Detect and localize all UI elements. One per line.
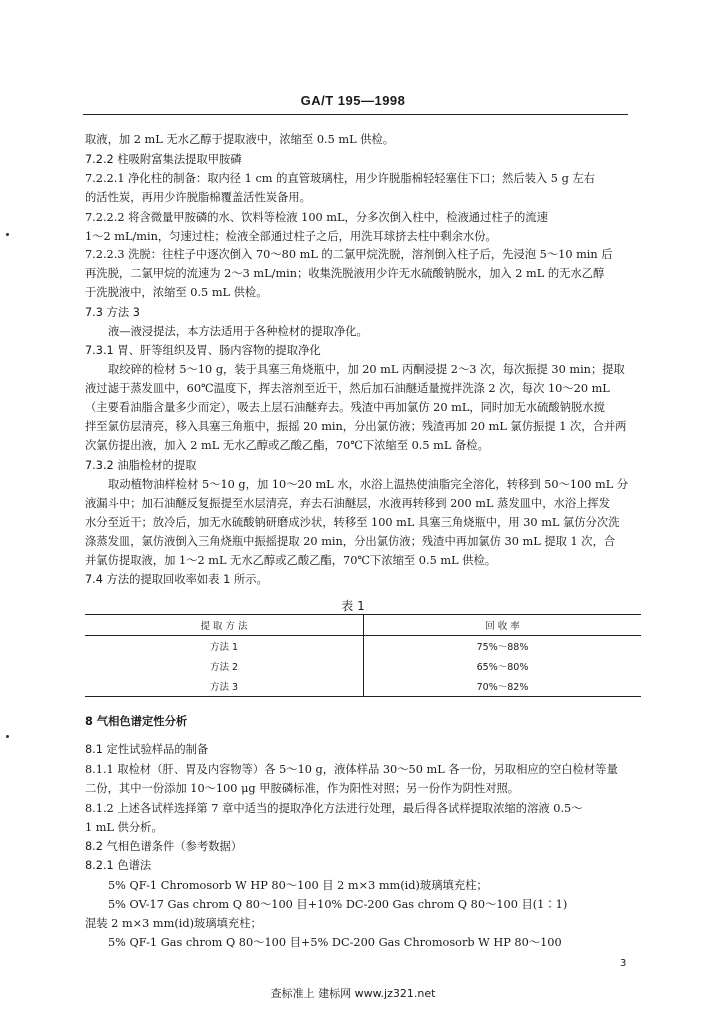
body-line: 8.1.1 取检材（肝、胃及内容物等）各 5～10 g，液体样品 30～50 mL 各一份，另取相应的空白检材等量 bbox=[85, 763, 618, 776]
body-line: 二份，其中一份添加 10～100 μg 甲胺磷标准，作为阳性对照；另一份作为阴性对照。 bbox=[85, 782, 520, 795]
column-header-method: 提 取 方 法 bbox=[85, 615, 364, 636]
table-row bbox=[85, 636, 641, 657]
body-line: 液过滤于蒸发皿中，60℃温度下，挥去溶剂至近干，然后加石油醚适量搅拌洗涤 2 次，每次 10～20 mL bbox=[85, 382, 610, 395]
body-line: 5% QF-1 Chromosorb W HP 80～100 目 2 m×3 mm(id)玻璃填充柱； bbox=[108, 879, 488, 892]
body-line: 取液，加 2 mL 无水乙醇于提取液中，浓缩至 0.5 mL 供检。 bbox=[85, 133, 395, 146]
table-cell-method: 方法 2 bbox=[85, 656, 364, 676]
section-heading-7-4: 7.4 方法的提取回收率如表 1 所示。 bbox=[85, 573, 268, 586]
body-line: 1 mL 供分析。 bbox=[85, 821, 163, 834]
body-line: 5% QF-1 Gas chrom Q 80～100 目+5% DC-200 Gas Chromosorb W HP 80～100 bbox=[108, 936, 562, 949]
body-line: 7.2.2.2 将含微量甲胺磷的水、饮料等检液 100 mL，分多次倒入柱中，检液通过柱子的流速 bbox=[85, 211, 548, 224]
body-line: 液漏斗中；加石油醚反复振提至水层清亮，弃去石油醚层，水液再转移到 200 mL 蒸发皿中，水浴上挥发 bbox=[85, 497, 611, 510]
body-line: 再洗脱，二氯甲烷的流速为 2～3 mL/min；收集洗脱液用少许无水硫酸钠脱水，加入 2 mL 的无水乙醇 bbox=[85, 267, 605, 280]
table-row bbox=[85, 676, 641, 697]
header-rule bbox=[83, 114, 628, 115]
body-line: 取绞碎的检材 5～10 g，装于具塞三角烧瓶中，加 20 mL 丙酮浸提 2～3 次，每次振提 30 min；提取 bbox=[108, 363, 625, 376]
standard-code-header: GA/T 195—1998 bbox=[300, 93, 406, 108]
body-line: 混装 2 m×3 mm(id)玻璃填充柱； bbox=[85, 917, 262, 930]
table-cell-recovery: 70%～82% bbox=[476, 682, 529, 693]
body-line: 的活性炭，再用少许脱脂棉覆盖活性炭备用。 bbox=[85, 191, 311, 204]
body-line: 次氯仿提出液，加入 2 mL 无水乙醇或乙酸乙酯，70℃下浓缩至 0.5 mL 备检。 bbox=[85, 439, 489, 452]
body-line: 1～2 mL/min，匀速过柱；检液全部通过柱子之后，用洗耳球挤去柱中剩余水份。 bbox=[85, 230, 497, 243]
table-header-row bbox=[85, 615, 641, 636]
chapter-heading-8 bbox=[85, 715, 645, 729]
body-line: 8.1.2 上述各试样选择第 7 章中适当的提取净化方法进行处理，最后得各试样提取浓缩的溶液 0.5～ bbox=[85, 802, 583, 815]
body-line: 7.2.2.1 净化柱的制备：取内径 1 cm 的直管玻璃柱，用少许脱脂棉轻轻塞住下口；然后装入 5 g 左右 bbox=[85, 172, 595, 185]
section-heading-8-2: 8.2 气相色谱条件（参考数据） bbox=[85, 840, 243, 853]
section-heading-7-3: 7.3 方法 3 bbox=[85, 306, 140, 319]
body-line: 7.2.2.3 洗脱：往柱子中逐次倒入 70～80 mL 的二氯甲烷洗脱，溶剂倒入柱子后，先浸泡 5～10 min 后 bbox=[85, 248, 613, 261]
table-cell-method: 方法 1 bbox=[85, 636, 364, 657]
body-line: 取动植物油样检材 5～10 g，加 10～20 mL 水，水浴上温热使油脂完全溶化，转移到 50～100 mL 分 bbox=[108, 478, 629, 491]
table-cell-recovery: 75%～88% bbox=[476, 642, 529, 653]
body-line: （主要看油脂含量多少而定），吸去上层石油醚弃去。残渣中再加氯仿 20 mL，同时加无水硫酸钠脱水搅 bbox=[85, 401, 605, 414]
table-cell-method: 方法 3 bbox=[85, 676, 364, 697]
body-line: 液—液浸提法，本方法适用于各种检材的提取净化。 bbox=[108, 325, 368, 338]
section-heading-8-2-1: 8.2.1 色谱法 bbox=[85, 859, 152, 872]
body-line: 并氯仿提取液，加 1～2 mL 无水乙醇或乙酸乙酯，70℃下浓缩至 0.5 mL 供检。 bbox=[85, 554, 497, 567]
scan-mark bbox=[6, 735, 9, 738]
page-number: 3 bbox=[620, 958, 627, 969]
body-line: 涤蒸发皿，氯仿液倒入三角烧瓶中振摇提取 20 min，分出氯仿液；残渣中再加氯仿 30 mL 提取 1 次，合 bbox=[85, 535, 616, 548]
table-caption: 表 1 bbox=[341, 599, 365, 613]
footer-watermark: 查标准上 建标网 www.jz321.net bbox=[270, 987, 436, 1000]
body-line: 于洗脱液中，浓缩至 0.5 mL 供检。 bbox=[85, 286, 268, 299]
chapter-heading-8-text: 8 气相色谱定性分析 bbox=[85, 715, 188, 728]
column-header-recovery: 回 收 率 bbox=[485, 621, 520, 632]
table-row bbox=[85, 656, 641, 676]
body-line: 水分至近干；放冷后，加无水硫酸钠研磨成沙状，转移至 100 mL 具塞三角烧瓶中，用 30 mL 氯仿分次洗 bbox=[85, 516, 620, 529]
table-cell-recovery: 65%～80% bbox=[476, 662, 529, 673]
section-heading-7-3-1: 7.3.1 胃、肝等组织及胃、肠内容物的提取净化 bbox=[85, 344, 321, 357]
body-line: 5% OV-17 Gas chrom Q 80～100 目+10% DC-200 Gas chrom Q 80～100 目(1∶1) bbox=[108, 898, 568, 911]
section-heading-8-1: 8.1 定性试验样品的制备 bbox=[85, 743, 209, 756]
body-line: 拌至氯仿层清亮，移入具塞三角瓶中，振摇 20 min，分出氯仿液；残渣再加 20 mL 氯仿振提 1 次，合并两 bbox=[85, 420, 627, 433]
section-heading-7-2-2: 7.2.2 柱吸附富集法提取甲胺磷 bbox=[85, 153, 242, 166]
section-heading-7-3-2: 7.3.2 油脂检材的提取 bbox=[85, 459, 197, 472]
recovery-rate-table bbox=[85, 614, 641, 697]
scan-mark bbox=[6, 233, 9, 236]
